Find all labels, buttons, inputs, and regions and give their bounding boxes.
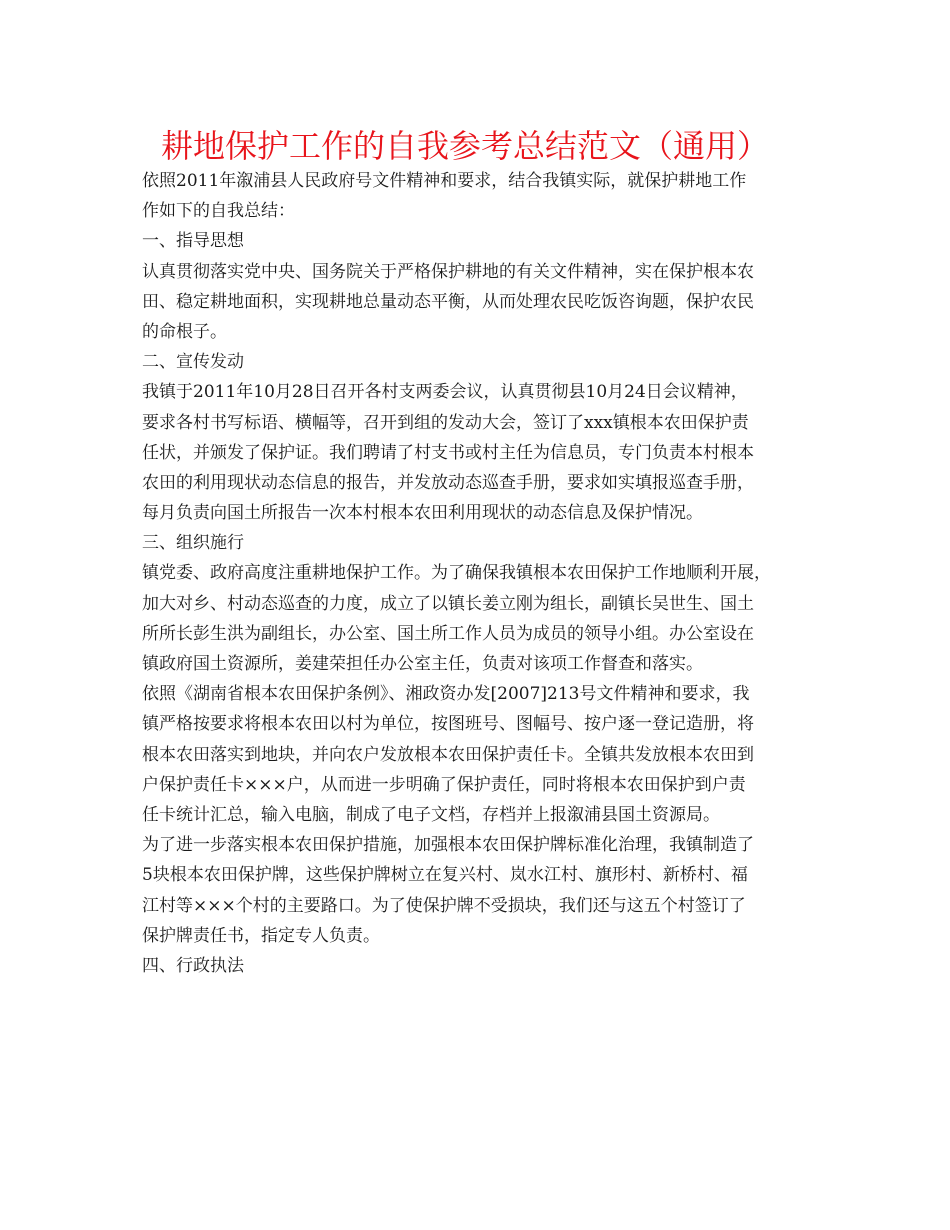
text-line: 加大对乡、村动态巡查的力度，成立了以镇长姜立刚为组长，副镇长吴世生、国土: [142, 593, 754, 614]
text-line: 依照2011年溆浦县人民政府号文件精神和要求，结合我镇实际，就保护耕地工作: [142, 171, 747, 191]
section-heading: 一、指导思想: [142, 231, 244, 252]
text-line: 我镇于2011年10月28日召开各村支两委会议，认真贯彻县10月24日会议精神，: [142, 382, 748, 403]
text-line: 认真贯彻落实党中央、国务院关于严格保护耕地的有关文件精神，实在保护根本农: [142, 261, 754, 282]
text-line: 江村等×××个村的主要路口。为了使保护牌不受损块，我们还与这五个村签订了: [142, 895, 746, 916]
document-title: 耕地保护工作的自我参考总结范文（通用）: [160, 127, 769, 165]
text-line: 田、稳定耕地面积，实现耕地总量动态平衡，从而处理农民吃饭咨询题，保护农民: [142, 291, 754, 312]
document-body: [142, 166, 822, 981]
text-line: 要求各村书写标语、横幅等，召开到组的发动大会，签订了xxx镇根本农田保护责: [142, 412, 749, 433]
text-line: 所所长彭生洪为副组长，办公室、国土所工作人员为成员的领导小组。办公室设在: [142, 623, 754, 644]
section-heading: 三、组织施行: [142, 533, 244, 554]
section-heading: 四、行政执法: [142, 955, 244, 976]
text-line: 镇严格按要求将根本农田以村为单位，按图班号、图幅号、按户逐一登记造册，将: [142, 714, 754, 735]
text-line: 任卡统计汇总，输入电脑，制成了电子文档，存档并上报溆浦县国土资源局。: [142, 804, 720, 825]
text-line: 的命根子。: [142, 321, 227, 342]
text-line: 户保护责任卡×××户，从而进一步明确了保护责任，同时将根本农田保护到户责: [142, 774, 746, 795]
text-line: 依照《湖南省根本农田保护条例》、湘政资办发[2007]213号文件精神和要求，我: [142, 684, 750, 705]
text-line: 为了进一步落实根本农田保护措施，加强根本农田保护牌标准化治理，我镇制造了: [142, 835, 754, 856]
text-line: 镇党委、政府高度注重耕地保护工作。为了确保我镇根本农田保护工作地顺利开展，: [142, 563, 771, 584]
text-line: 农田的利用现状动态信息的报告，并发放动态巡查手册，要求如实填报巡查手册，: [142, 472, 754, 493]
text-line: 每月负责向国土所报告一次本村根本农田利用现状的动态信息及保护情况。: [142, 503, 703, 524]
text-line: 镇政府国土资源所，姜建荣担任办公室主任，负责对该项工作督查和落实。: [142, 654, 703, 674]
text-line: 作如下的自我总结：: [142, 201, 295, 222]
text-line: 保护牌责任书，指定专人负责。: [142, 925, 380, 946]
text-line: 任状，并颁发了保护证。我们聘请了村支书或村主任为信息员，专门负责本村根本: [142, 442, 754, 463]
text-line: 5块根本农田保护牌，这些保护牌树立在复兴村、岚水江村、旗形村、新桥村、福: [142, 865, 748, 886]
section-heading: 二、宣传发动: [142, 352, 244, 373]
text-line: 根本农田落实到地块，并向农户发放根本农田保护责任卡。全镇共发放根本农田到: [142, 744, 754, 765]
